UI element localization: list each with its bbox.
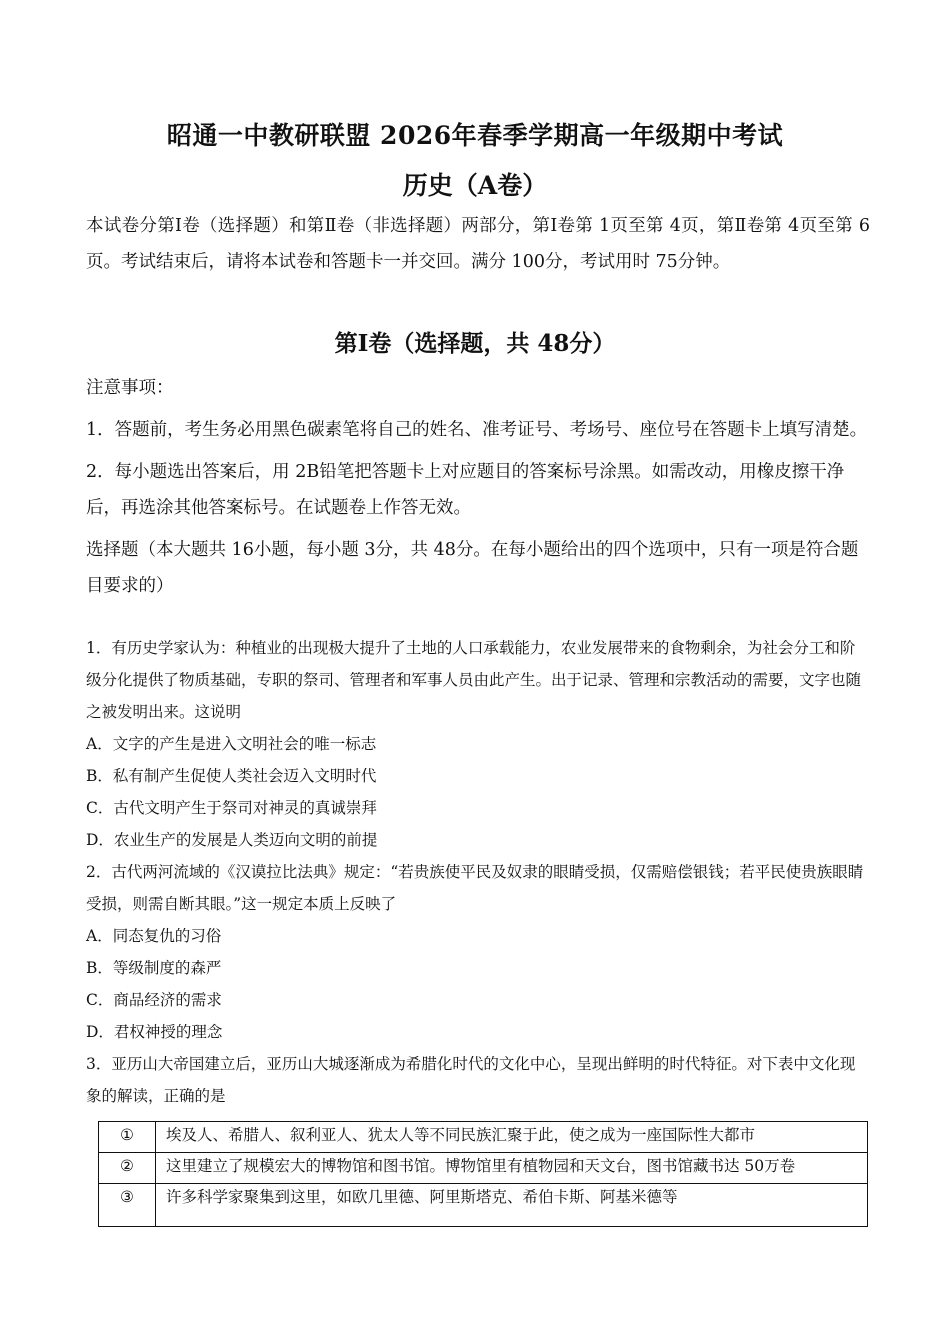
table-cell-text: 埃及人、希腊人、叙利亚人、犹太人等不同民族汇聚于此，使之成为一座国际性大都市 [156, 1122, 868, 1153]
culture-table [98, 1121, 868, 1227]
questions-block [86, 632, 870, 1112]
exam-intro: 本试卷分第Ⅰ卷（选择题）和第Ⅱ卷（非选择题）两部分，第Ⅰ卷第 1页至第 4页，第Ⅱ卷第 4页至第 6页。考试结束后，请将本试卷和答题卡一并交回。满分 100分，考试用时 75分钟。 [86, 216, 870, 272]
table-cell-num: ③ [99, 1184, 156, 1227]
option-d: D．农业生产的发展是人类迈向文明的前提 [86, 831, 378, 849]
option-c: C．古代文明产生于祭司对神灵的真诚崇拜 [86, 799, 377, 817]
option-c: C．商品经济的需求 [86, 991, 222, 1009]
option-a: A．同态复仇的习俗 [86, 927, 222, 945]
notes-block [86, 370, 870, 610]
section-title: 第Ⅰ卷（选择题，共 48分） [334, 330, 616, 357]
option-a: A．文字的产生是进入文明社会的唯一标志 [86, 735, 377, 753]
option-d: D．君权神授的理念 [86, 1023, 223, 1041]
notes-heading: 注意事项： [86, 378, 174, 398]
table-cell-num: ① [99, 1122, 156, 1153]
table-row [99, 1153, 868, 1184]
table-cell-num: ② [99, 1153, 156, 1184]
question-stem: 3．亚历山大帝国建立后，亚历山大城逐渐成为希腊化时代的文化中心，呈现出鲜明的时代特征。对下表中文化现象的解读，正确的是 [86, 1055, 856, 1105]
exam-title: 昭通一中教研联盟 2026年春季学期高一年级期中考试 [166, 121, 784, 150]
exam-subtitle: 历史（A卷） [402, 171, 548, 200]
instructions: 选择题（本大题共 16小题，每小题 3分，共 48分。在每小题给出的四个选项中，只有一项是符合题目要求的） [86, 540, 859, 596]
table-cell-text: 这里建立了规模宏大的博物馆和图书馆。博物馆里有植物园和天文台，图书馆藏书达 50万卷 [156, 1153, 868, 1184]
question-stem: 2．古代两河流域的《汉谟拉比法典》规定：“若贵族使平民及奴隶的眼睛受损，仅需赔偿银钱；若平民使贵族眼睛受损，则需自断其眼。”这一规定本质上反映了 [86, 863, 864, 913]
table-cell-text: 许多科学家聚集到这里，如欧几里德、阿里斯塔克、希伯卡斯、阿基米德等 [156, 1184, 868, 1227]
option-b: B．等级制度的森严 [86, 959, 222, 977]
question-stem: 1．有历史学家认为：种植业的出现极大提升了土地的人口承载能力，农业发展带来的食物剩余，为社会分工和阶级分化提供了物质基础，专职的祭司、管理者和军事人员由此产生。出于记录、管理和宗教活动的需要，文字也随之被发明出来。这说明 [86, 639, 862, 721]
note-item: 2．每小题选出答案后，用 2B铅笔把答题卡上对应题目的答案标号涂黑。如需改动，用橡皮擦干净后，再选涂其他答案标号。在试题卷上作答无效。 [86, 462, 845, 518]
note-item: 1．答题前，考生务必用黑色碳素笔将自己的姓名、准考证号、考场号、座位号在答题卡上填写清楚。 [86, 420, 868, 440]
option-b: B．私有制产生促使人类社会迈入文明时代 [86, 767, 377, 785]
table-row [99, 1122, 868, 1153]
table-row [99, 1184, 868, 1227]
